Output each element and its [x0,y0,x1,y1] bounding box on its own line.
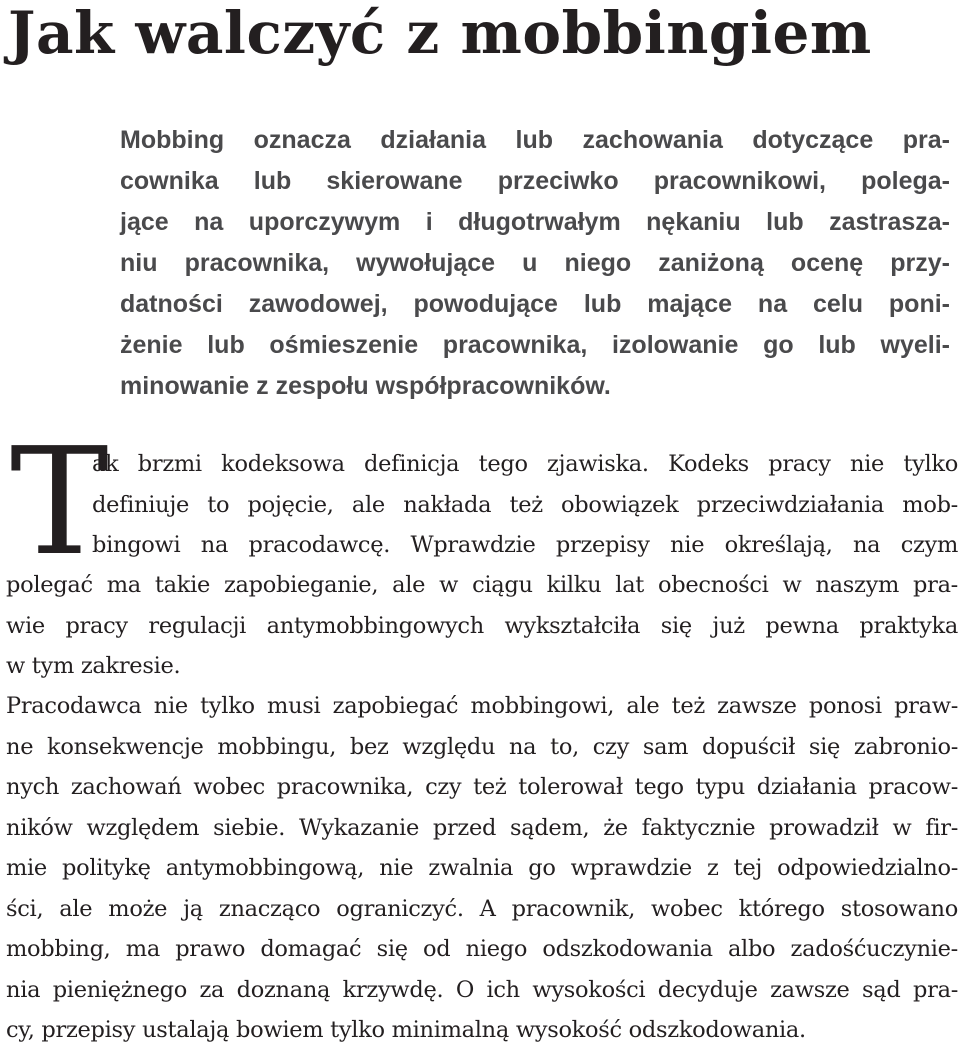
body-paragraph-2 [6,686,958,1051]
body-line: wie pracy regulacji antymobbingowych wykształciła się już pewna praktyka [6,612,958,639]
body-line: ne konsekwencje mobbingu, bez względu na to, czy sam dopuścił się zabronio- [6,733,958,760]
lead-line: jące na uporczywym i długotrwałym nękaniu lub zastrasza- [120,208,950,236]
lead-line: datności zawodowej, powodujące lub mające na celu poni- [120,290,950,318]
body-line: ści, ale może ją znacząco ograniczyć. A pracownik, wobec którego stosowano [6,895,958,922]
lead-line: żenie lub ośmieszenie pracownika, izolowanie go lub wyeli- [120,331,950,359]
lead-line: Mobbing oznacza działania lub zachowania dotyczące pra- [120,126,950,154]
body-line: mobbing, ma prawo domagać się od niego odszkodowania albo zadośćuczynie- [6,936,958,962]
body-line: nia pieniężnego za doznaną krzywdę. O ich wysokości decyduje zawsze sąd pra- [6,976,958,1003]
body-line: w tym zakresie. [6,653,181,679]
lead-line: cownika lub skierowane przeciwko pracownikowi, polega- [120,167,950,195]
body-line: bingowi na pracodawcę. Wprawdzie przepisy nie określają, na czym [92,532,958,558]
body-line: definiuje to pojęcie, ale nakłada też obowiązek przeciwdziałania mob- [92,491,958,518]
body-line: mie politykę antymobbingową, nie zwalnia go wprawdzie z tej odpowiedzialno- [6,855,958,881]
body-line: cy, przepisy ustalają bowiem tylko minimalną wysokość odszkodowania. [6,1017,806,1043]
body-line: Pracodawca nie tylko musi zapobiegać mobbingowi, ale też zawsze ponosi praw- [6,693,958,719]
body-paragraph-1-indented [92,444,958,566]
lead-line: niu pracownika, wywołujące u niego zaniżoną ocenę przy- [120,249,950,277]
lead-paragraph [120,120,950,407]
body-paragraph-1-full [6,565,958,687]
body-line: polegać ma takie zapobieganie, ale w ciągu kilku lat obecności w naszym pra- [6,572,958,598]
lead-line: minowanie z zespołu współpracowników. [120,372,611,400]
body-line: ak brzmi kodeksowa definicja tego zjawiska. Kodeks pracy nie tylko [92,451,958,477]
drop-cap: T [10,416,109,588]
body-line: nych zachowań wobec pracownika, czy też tolerował tego typu działania pracow- [6,774,958,800]
body-line: ników względem siebie. Wykazanie przed sądem, że faktycznie prowadził w fir- [6,814,958,841]
article-title: Jak walczyć z mobbingiem [8,0,872,67]
